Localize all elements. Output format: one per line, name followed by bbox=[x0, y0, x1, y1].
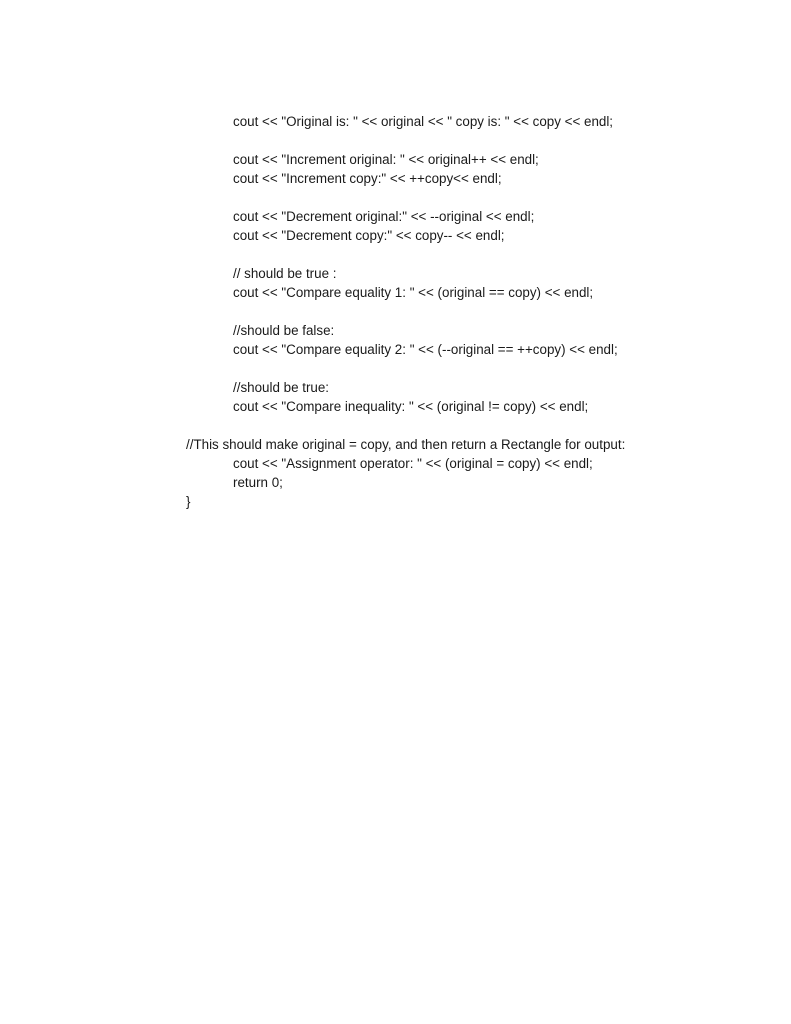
code-listing bbox=[0, 112, 791, 511]
code-line: cout << "Assignment operator: " << (original = copy) << endl; bbox=[233, 456, 593, 471]
code-comment: //should be false: bbox=[233, 323, 335, 338]
code-line: cout << "Original is: " << original << " copy is: " << copy << endl; bbox=[233, 114, 614, 129]
code-comment: // should be true : bbox=[233, 266, 337, 281]
blank-line bbox=[0, 131, 791, 150]
blank-line bbox=[0, 188, 791, 207]
code-line: cout << "Compare equality 1: " << (original == copy) << endl; bbox=[233, 285, 594, 300]
code-line: cout << "Compare inequality: " << (original != copy) << endl; bbox=[233, 399, 589, 414]
code-line: cout << "Increment original: " << original++ << endl; bbox=[233, 152, 539, 167]
code-line: cout << "Decrement original:" << --original << endl; bbox=[233, 209, 535, 224]
code-line: cout << "Compare equality 2: " << (--original == ++copy) << endl; bbox=[233, 342, 618, 357]
closing-brace: } bbox=[186, 494, 191, 509]
blank-line bbox=[0, 245, 791, 264]
code-line: return 0; bbox=[233, 475, 283, 490]
blank-line bbox=[0, 302, 791, 321]
code-line: cout << "Decrement copy:" << copy-- << endl; bbox=[233, 228, 505, 243]
blank-line bbox=[0, 416, 791, 435]
code-comment: //This should make original = copy, and then return a Rectangle for output: bbox=[186, 437, 626, 452]
code-line: cout << "Increment copy:" << ++copy<< endl; bbox=[233, 171, 502, 186]
code-comment: //should be true: bbox=[233, 380, 330, 395]
blank-line bbox=[0, 359, 791, 378]
